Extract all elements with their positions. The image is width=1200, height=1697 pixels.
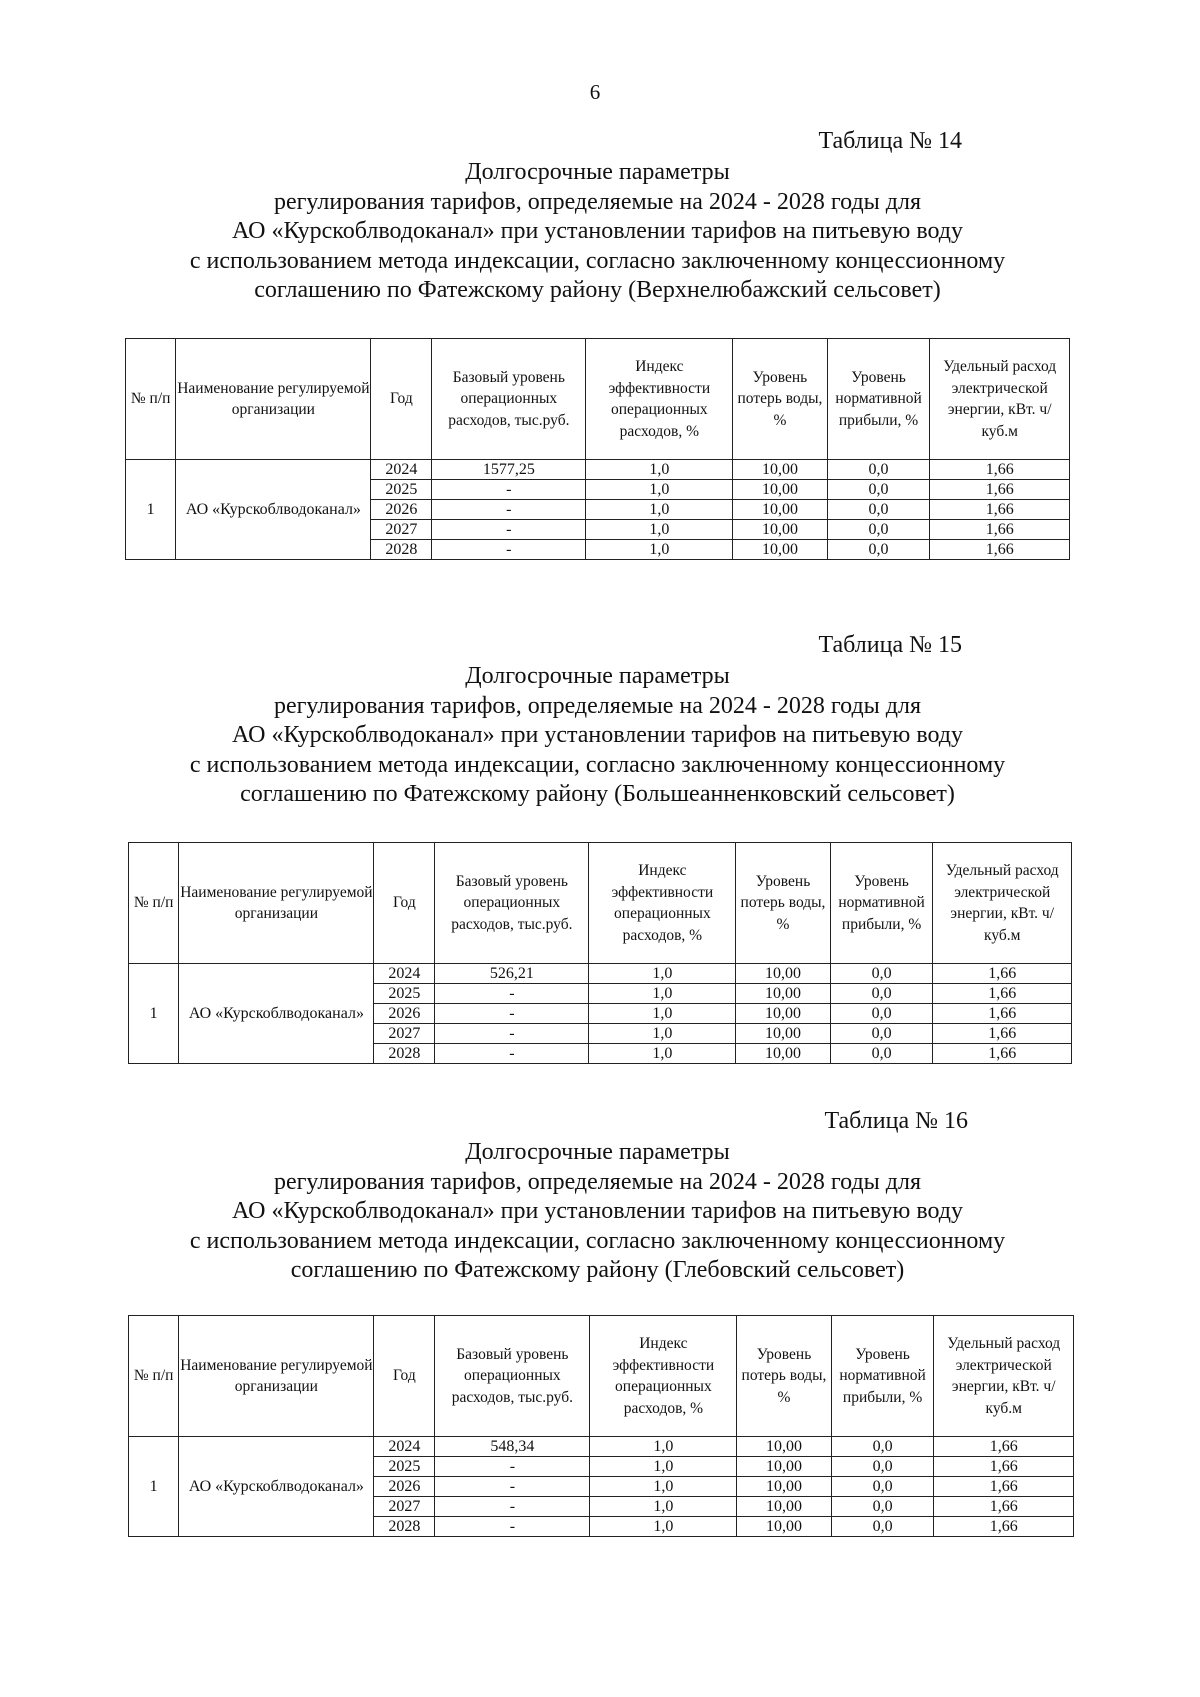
table-label: Таблица № 15 bbox=[818, 632, 962, 658]
cell-index: 1,0 bbox=[586, 540, 733, 560]
header-org: Наименование регулируемой организации bbox=[176, 339, 371, 460]
cell-year: 2024 bbox=[374, 1437, 435, 1457]
cell-index: 1,0 bbox=[589, 1024, 736, 1044]
header-row bbox=[129, 1316, 1074, 1437]
table-row bbox=[129, 1437, 1074, 1457]
table-title-line: регулирования тарифов, определяемые на 2024 - 2028 годы для bbox=[273, 188, 922, 215]
cell-index: 1,0 bbox=[590, 1517, 737, 1537]
header-energy: Удельный расход электрической энергии, кВт. ч/куб.м bbox=[930, 339, 1070, 460]
header-profit: Уровень нормативной прибыли, % bbox=[831, 1316, 934, 1437]
cell-loss: 10,00 bbox=[736, 984, 830, 1004]
table-label: Таблица № 16 bbox=[824, 1108, 968, 1134]
cell-energy: 1,66 bbox=[934, 1497, 1074, 1517]
cell-index: 1,0 bbox=[589, 1044, 736, 1064]
cell-index: 1,0 bbox=[589, 984, 736, 1004]
cell-index: 1,0 bbox=[590, 1477, 737, 1497]
cell-year: 2024 bbox=[374, 964, 435, 984]
cell-index: 1,0 bbox=[589, 1004, 736, 1024]
table-title-line: с использованием метода индексации, согласно заключенному концессионному bbox=[189, 247, 1006, 274]
table-title-line: соглашению по Фатежскому району (Верхнелюбажский сельсовет) bbox=[254, 277, 941, 303]
params-table bbox=[125, 338, 1070, 560]
params-table bbox=[128, 842, 1072, 1064]
cell-energy: 1,66 bbox=[933, 1004, 1072, 1024]
header-index: Индекс эффективности операционных расходов, % bbox=[589, 843, 736, 964]
cell-index: 1,0 bbox=[586, 520, 733, 540]
header-loss: Уровень потерь воды, % bbox=[736, 843, 830, 964]
cell-year: 2025 bbox=[374, 1457, 435, 1477]
header-num: № п/п bbox=[126, 339, 176, 460]
cell-loss: 10,00 bbox=[736, 1024, 830, 1044]
table-title-line: Долгосрочные параметры bbox=[465, 1139, 730, 1165]
cell-base: - bbox=[435, 984, 589, 1004]
params-table bbox=[128, 1315, 1074, 1537]
cell-profit: 0,0 bbox=[831, 1437, 934, 1457]
cell-index: 1,0 bbox=[590, 1497, 737, 1517]
table-title-line: соглашению по Фатежскому району (Глебовский сельсовет) bbox=[290, 1257, 905, 1283]
cell-index: 1,0 bbox=[586, 460, 733, 480]
cell-profit: 0,0 bbox=[831, 1477, 934, 1497]
org-name: АО «Курскоблводоканал» bbox=[179, 964, 374, 1064]
header-year: Год bbox=[371, 339, 432, 460]
cell-profit: 0,0 bbox=[830, 1004, 933, 1024]
cell-base: - bbox=[432, 540, 586, 560]
header-loss: Уровень потерь воды, % bbox=[737, 1316, 831, 1437]
cell-base: - bbox=[435, 1004, 589, 1024]
table-row bbox=[129, 964, 1072, 984]
cell-profit: 0,0 bbox=[830, 984, 933, 1004]
table-title bbox=[0, 662, 1195, 810]
cell-base: - bbox=[432, 500, 586, 520]
table-title-line: регулирования тарифов, определяемые на 2024 - 2028 годы для bbox=[273, 692, 922, 719]
cell-year: 2028 bbox=[371, 540, 432, 560]
cell-profit: 0,0 bbox=[827, 480, 930, 500]
cell-energy: 1,66 bbox=[930, 460, 1070, 480]
cell-base: - bbox=[435, 1497, 590, 1517]
header-loss: Уровень потерь воды, % bbox=[733, 339, 827, 460]
header-org: Наименование регулируемой организации bbox=[179, 1316, 374, 1437]
cell-index: 1,0 bbox=[590, 1457, 737, 1477]
header-num: № п/п bbox=[129, 843, 179, 964]
header-base: Базовый уровень операционных расходов, тыс.руб. bbox=[435, 843, 589, 964]
table-row bbox=[126, 460, 1070, 480]
cell-year: 2026 bbox=[371, 500, 432, 520]
cell-energy: 1,66 bbox=[933, 984, 1072, 1004]
cell-year: 2028 bbox=[374, 1044, 435, 1064]
cell-loss: 10,00 bbox=[737, 1457, 831, 1477]
header-year: Год bbox=[374, 1316, 435, 1437]
cell-energy: 1,66 bbox=[933, 1024, 1072, 1044]
cell-energy: 1,66 bbox=[934, 1437, 1074, 1457]
cell-year: 2025 bbox=[374, 984, 435, 1004]
cell-loss: 10,00 bbox=[737, 1477, 831, 1497]
row-num: 1 bbox=[129, 964, 179, 1064]
header-index: Индекс эффективности операционных расходов, % bbox=[590, 1316, 737, 1437]
cell-loss: 10,00 bbox=[733, 480, 827, 500]
table-title-line: регулирования тарифов, определяемые на 2024 - 2028 годы для bbox=[273, 1168, 922, 1195]
cell-energy: 1,66 bbox=[933, 964, 1072, 984]
cell-index: 1,0 bbox=[590, 1437, 737, 1457]
cell-loss: 10,00 bbox=[733, 500, 827, 520]
header-num: № п/п bbox=[129, 1316, 179, 1437]
row-num: 1 bbox=[129, 1437, 179, 1537]
table-title-line: с использованием метода индексации, согласно заключенному концессионному bbox=[189, 1227, 1006, 1254]
table-title-line: Долгосрочные параметры bbox=[465, 663, 730, 689]
header-base: Базовый уровень операционных расходов, тыс.руб. bbox=[432, 339, 586, 460]
header-row bbox=[129, 843, 1072, 964]
cell-profit: 0,0 bbox=[827, 460, 930, 480]
row-num: 1 bbox=[126, 460, 176, 560]
cell-loss: 10,00 bbox=[733, 540, 827, 560]
header-energy: Удельный расход электрической энергии, кВт. ч/куб.м bbox=[933, 843, 1072, 964]
cell-base: - bbox=[435, 1024, 589, 1044]
table-title bbox=[0, 1138, 1195, 1286]
cell-base: 526,21 bbox=[435, 964, 589, 984]
cell-energy: 1,66 bbox=[930, 500, 1070, 520]
cell-base: - bbox=[435, 1517, 590, 1537]
table-title-line: АО «Курскоблводоканал» при установлении тарифов на питьевую воду bbox=[231, 1198, 964, 1224]
cell-profit: 0,0 bbox=[831, 1497, 934, 1517]
cell-base: - bbox=[435, 1044, 589, 1064]
cell-index: 1,0 bbox=[586, 480, 733, 500]
cell-loss: 10,00 bbox=[733, 460, 827, 480]
cell-profit: 0,0 bbox=[827, 540, 930, 560]
cell-energy: 1,66 bbox=[933, 1044, 1072, 1064]
cell-loss: 10,00 bbox=[736, 1044, 830, 1064]
header-profit: Уровень нормативной прибыли, % bbox=[830, 843, 933, 964]
header-year: Год bbox=[374, 843, 435, 964]
cell-base: - bbox=[435, 1457, 590, 1477]
table-label: Таблица № 14 bbox=[818, 128, 962, 154]
table-title-line: с использованием метода индексации, согласно заключенному концессионному bbox=[189, 751, 1006, 778]
header-energy: Удельный расход электрической энергии, кВт. ч/куб.м bbox=[934, 1316, 1074, 1437]
cell-base: - bbox=[435, 1477, 590, 1497]
table-title-line: АО «Курскоблводоканал» при установлении тарифов на питьевую воду bbox=[231, 722, 964, 748]
cell-profit: 0,0 bbox=[831, 1457, 934, 1477]
cell-profit: 0,0 bbox=[827, 520, 930, 540]
cell-profit: 0,0 bbox=[830, 964, 933, 984]
cell-energy: 1,66 bbox=[934, 1477, 1074, 1497]
page-number: 6 bbox=[589, 80, 601, 104]
cell-energy: 1,66 bbox=[930, 480, 1070, 500]
cell-profit: 0,0 bbox=[830, 1024, 933, 1044]
table-title bbox=[0, 158, 1195, 306]
cell-base: - bbox=[432, 480, 586, 500]
org-name: АО «Курскоблводоканал» bbox=[179, 1437, 374, 1537]
cell-energy: 1,66 bbox=[934, 1517, 1074, 1537]
cell-profit: 0,0 bbox=[827, 500, 930, 520]
cell-index: 1,0 bbox=[589, 964, 736, 984]
table-title-line: Долгосрочные параметры bbox=[465, 159, 730, 185]
table-title-line: соглашению по Фатежскому району (Большеанненковский сельсовет) bbox=[240, 781, 955, 807]
cell-year: 2026 bbox=[374, 1004, 435, 1024]
cell-year: 2024 bbox=[371, 460, 432, 480]
org-name: АО «Курскоблводоканал» bbox=[176, 460, 371, 560]
header-profit: Уровень нормативной прибыли, % bbox=[827, 339, 930, 460]
cell-loss: 10,00 bbox=[737, 1497, 831, 1517]
cell-year: 2027 bbox=[374, 1024, 435, 1044]
header-org: Наименование регулируемой организации bbox=[179, 843, 374, 964]
cell-year: 2025 bbox=[371, 480, 432, 500]
cell-year: 2026 bbox=[374, 1477, 435, 1497]
cell-base: - bbox=[432, 520, 586, 540]
cell-energy: 1,66 bbox=[934, 1457, 1074, 1477]
cell-loss: 10,00 bbox=[737, 1437, 831, 1457]
cell-loss: 10,00 bbox=[733, 520, 827, 540]
cell-year: 2027 bbox=[371, 520, 432, 540]
cell-loss: 10,00 bbox=[737, 1517, 831, 1537]
cell-year: 2028 bbox=[374, 1517, 435, 1537]
header-base: Базовый уровень операционных расходов, тыс.руб. bbox=[435, 1316, 590, 1437]
cell-energy: 1,66 bbox=[930, 540, 1070, 560]
cell-profit: 0,0 bbox=[831, 1517, 934, 1537]
table-title-line: АО «Курскоблводоканал» при установлении тарифов на питьевую воду bbox=[231, 218, 964, 244]
cell-year: 2027 bbox=[374, 1497, 435, 1517]
cell-index: 1,0 bbox=[586, 500, 733, 520]
cell-base: 548,34 bbox=[435, 1437, 590, 1457]
cell-profit: 0,0 bbox=[830, 1044, 933, 1064]
header-index: Индекс эффективности операционных расходов, % bbox=[586, 339, 733, 460]
cell-loss: 10,00 bbox=[736, 1004, 830, 1024]
header-row bbox=[126, 339, 1070, 460]
cell-loss: 10,00 bbox=[736, 964, 830, 984]
cell-energy: 1,66 bbox=[930, 520, 1070, 540]
cell-base: 1577,25 bbox=[432, 460, 586, 480]
